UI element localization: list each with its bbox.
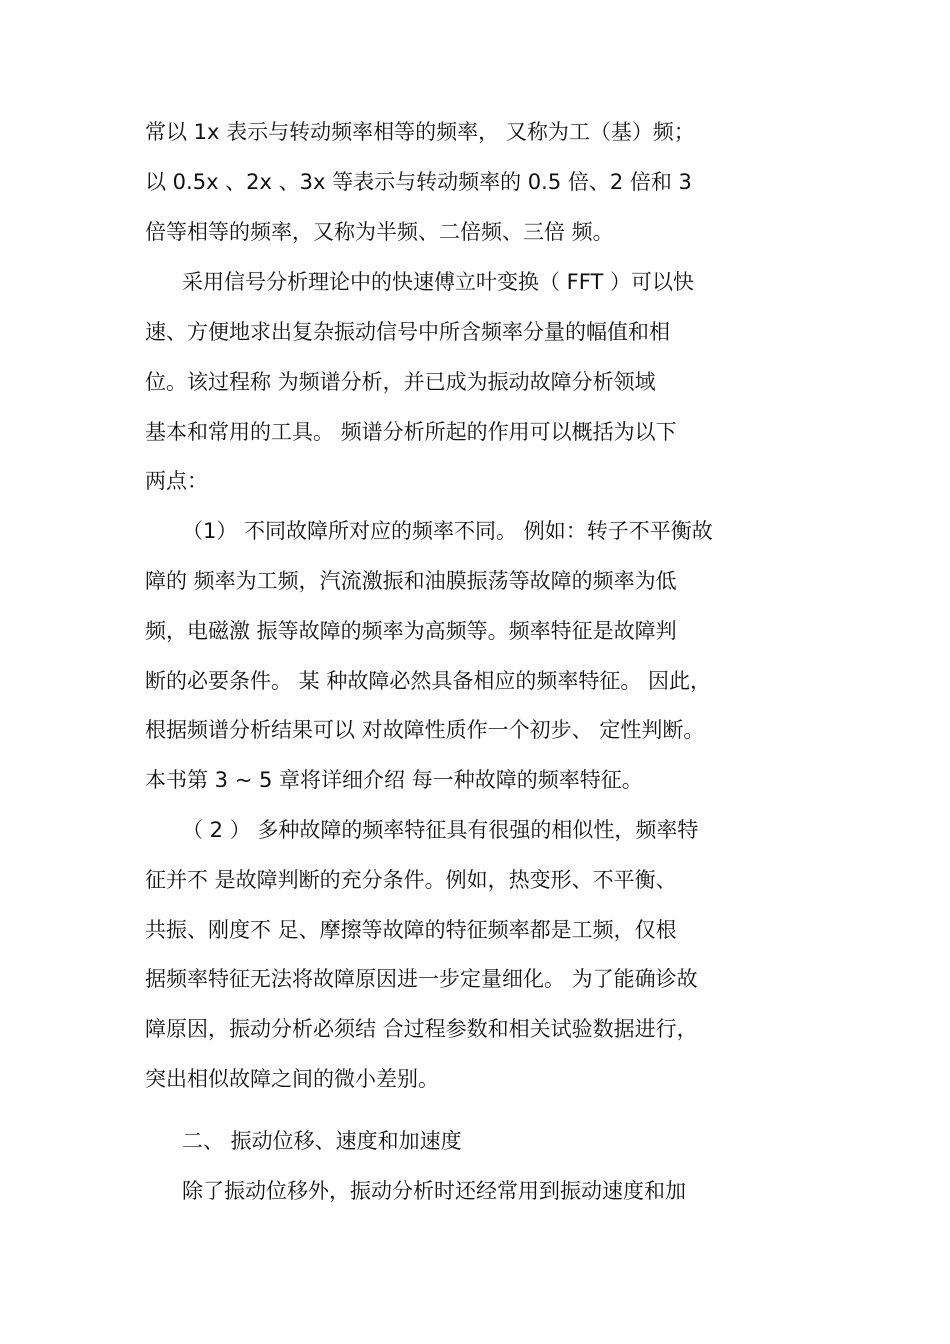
text-line: （ 2 ） 多种故障的频率特征具有很强的相似性，频率特 — [182, 818, 699, 842]
text-line: 频，电磁激 振等故障的频率为高频等。频率特征是故障判 — [145, 619, 677, 643]
text-line: 除了振动位移外，振动分析时还经常用到振动速度和加 — [182, 1179, 686, 1203]
text-line: 征并不 是故障判断的充分条件。例如，热变形、不平衡、 — [145, 868, 677, 892]
text-line: 以 0.5x 、2x 、3x 等表示与转动频率的 0.5 倍、2 倍和 3 — [145, 170, 692, 194]
text-line: 常以 1x 表示与转动频率相等的频率， 又称为工（基）频； — [145, 120, 695, 144]
text-line: 障原因，振动分析必须结 合过程参数和相关试验数据进行， — [145, 1017, 698, 1041]
text-line: 突出相似故障之间的微小差别。 — [145, 1067, 439, 1091]
text-line: 障的 频率为工频，汽流激振和油膜振荡等故障的频率为低 — [145, 569, 677, 593]
section-heading: 二、 振动位移、速度和加速度 — [182, 1129, 462, 1153]
text-line: 位。该过程称 为频谱分析，并已成为振动故障分析领域 — [145, 370, 656, 394]
text-line: 两点： — [145, 469, 208, 493]
text-line: 基本和常用的工具。 频谱分析所起的作用可以概括为以下 — [145, 420, 677, 444]
text-line: 采用信号分析理论中的快速傅立叶变换（ FFT ）可以快 — [182, 270, 694, 294]
text-line: 倍等相等的频率，又称为半频、二倍频、三倍 频。 — [145, 220, 614, 244]
text-line: （1） 不同故障所对应的频率不同。 例如：转子不平衡故 — [182, 519, 713, 543]
text-line: 共振、刚度不 足、摩擦等故障的特征频率都是工频，仅根 — [145, 918, 677, 942]
text-line: 本书第 3 ~ 5 章将详细介绍 每一种故障的频率特征。 — [145, 768, 643, 792]
text-line: 据频率特征无法将故障原因进一步定量细化。 为了能确诊故 — [145, 967, 698, 991]
text-line: 速、方便地求出复杂振动信号中所含频率分量的幅值和相 — [145, 320, 670, 344]
text-line: 断的必要条件。 某 种故障必然具备相应的频率特征。 因此， — [145, 669, 712, 693]
text-line: 根据频谱分析结果可以 对故障性质作一个初步、 定性判断。 — [145, 718, 705, 742]
